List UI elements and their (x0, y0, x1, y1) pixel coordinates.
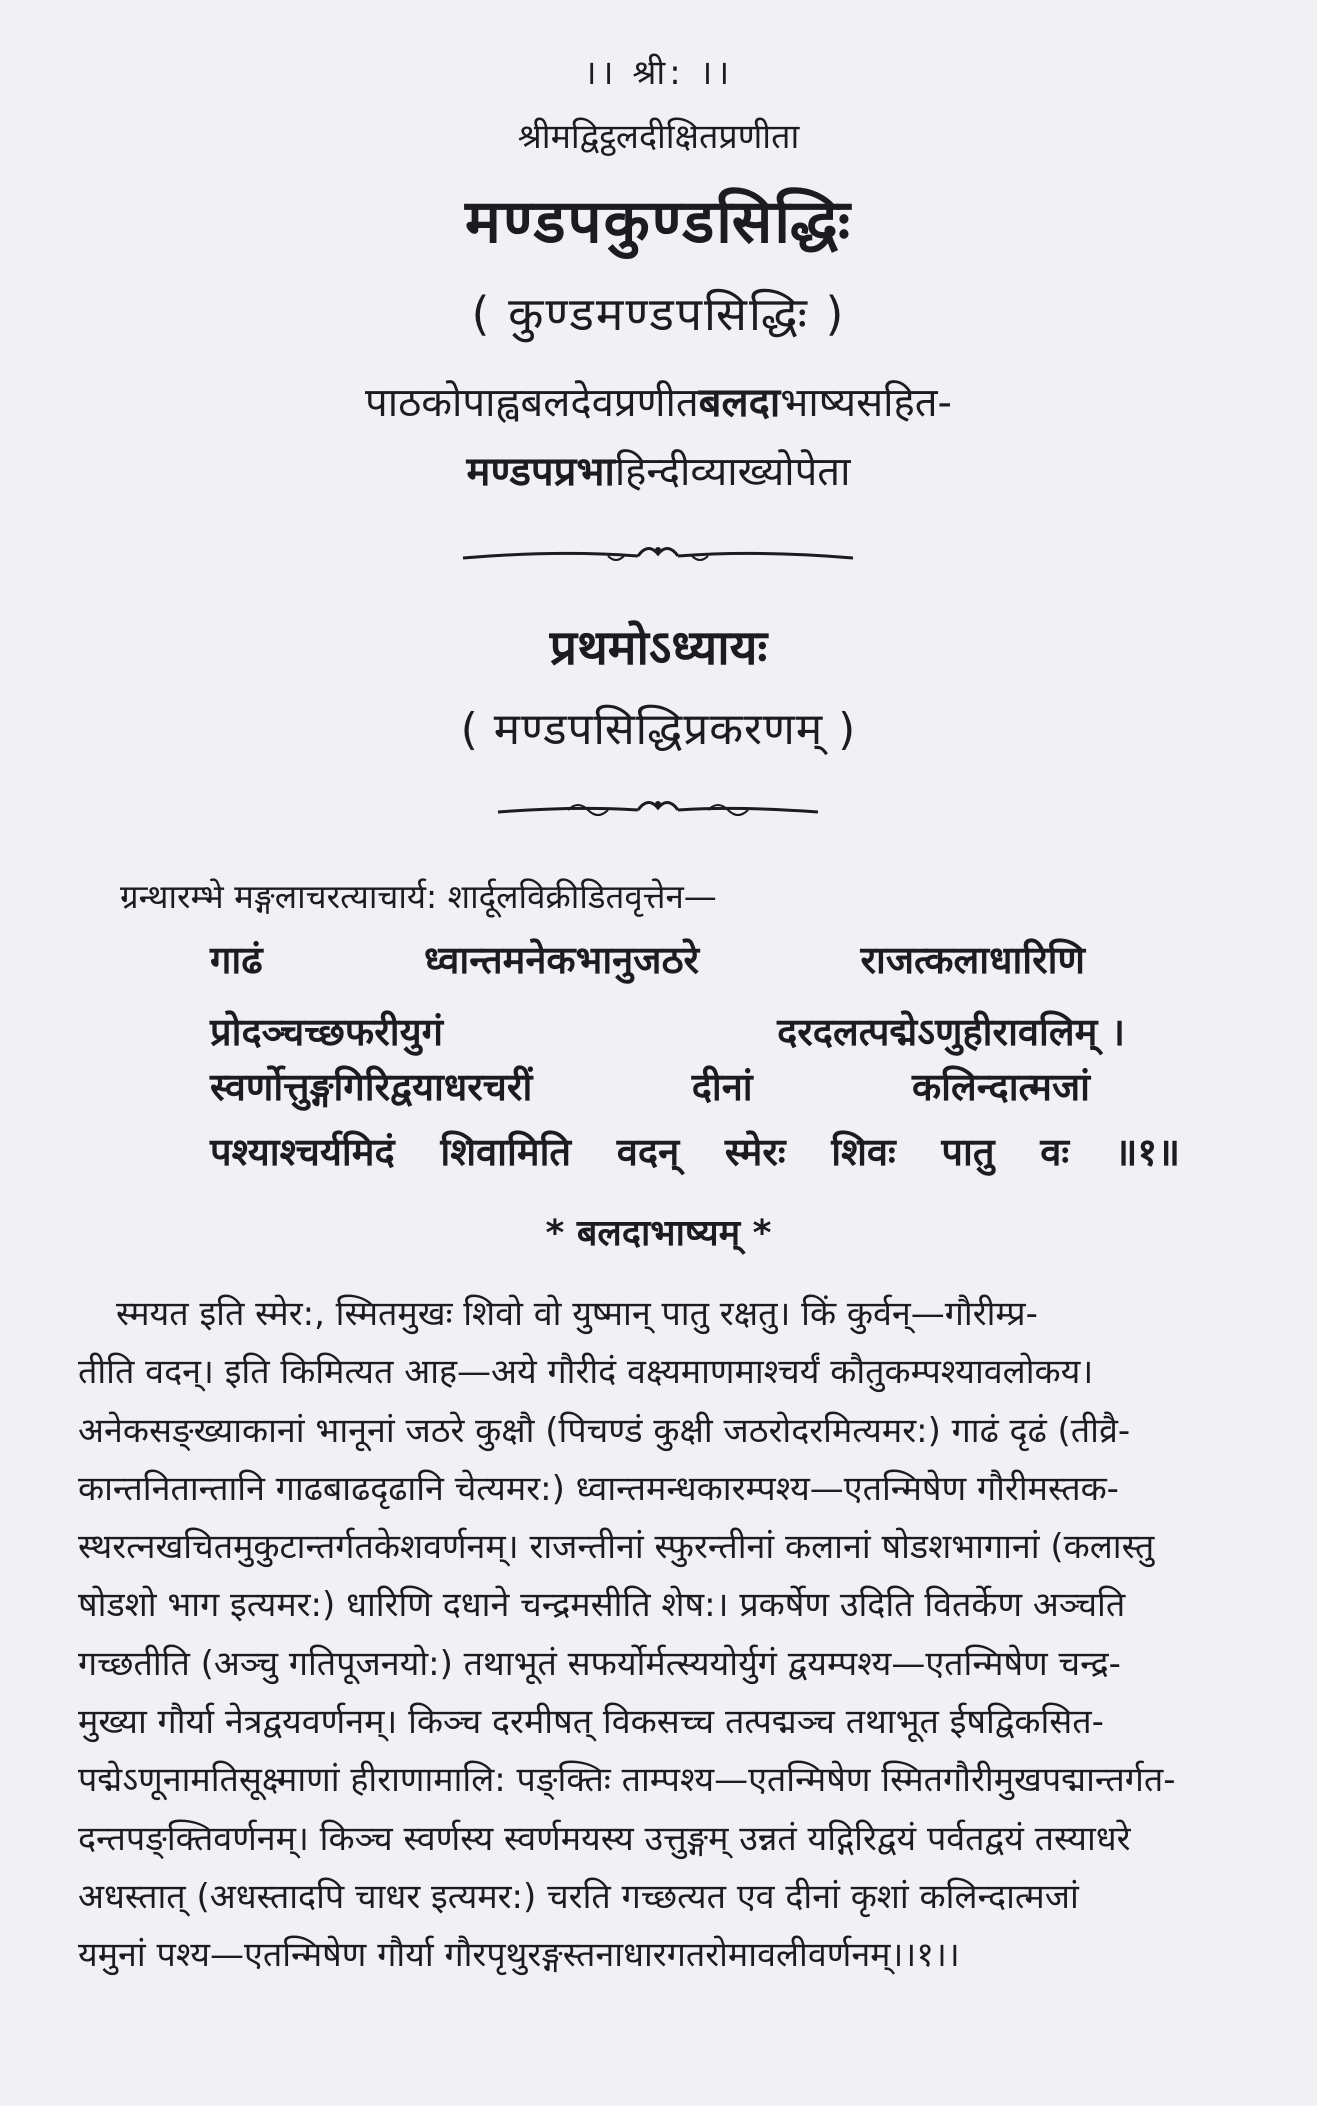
verse-word: राजत्कलाधारिणि (860, 938, 1085, 982)
ornament-divider-icon (458, 538, 858, 568)
verse-word: प्रोदञ्चच्छफरीयुगं (210, 1010, 444, 1054)
verse-word: वदन् (616, 1130, 680, 1174)
main-title: मण्डपकुण्डसिद्धिः (465, 187, 852, 257)
commentary-line: मुख्या गौर्या नेत्रद्वयवर्णनम्। किञ्च दरमीषत् विकसच्च तत्पद्मञ्च तथाभूत ईषद्विकसित- (78, 1702, 1104, 1743)
commentary-text: हिन्दीव्याख्योपेता (614, 449, 851, 495)
commentary-body (78, 1285, 1278, 1985)
verse-word: दीनां (691, 1065, 753, 1109)
ornament-divider-icon (458, 792, 858, 822)
commentary-name-balada: बलदा (698, 380, 781, 426)
commentary-line: स्मयत इति स्मेर:, स्मितमुखः शिवो वो युष्मान् पातु रक्षतु। किं कुर्वन्—गौरीम्प्र- (116, 1294, 1038, 1334)
commentary-line: अधस्तात् (अधस्तादपि चाधर इत्यमर:) चरति गच्छत्यत एव दीनां कृशां कलिन्दात्मजां (78, 1876, 1079, 1917)
verse-word: गाढं (210, 938, 263, 982)
verse-word: शिवामिति (440, 1130, 572, 1174)
verse-line-2 (210, 1005, 1125, 1057)
commentary-line: पद्मेऽणूनामतिसूक्ष्माणां हीराणामालि: पङ्क्तिः ताम्पश्य—एतन्मिषेण स्मितगौरीमुखपद्मान्तर्गत- (78, 1760, 1176, 1801)
commentary-line: अनेकसङ्ख्याकानां भानूनां जठरे कुक्षौ (पिचण्डं कुक्षी जठरोदरमित्यमर:) गाढं दृढं (तीव्रै- (78, 1410, 1131, 1451)
commentary-description-line1 (0, 373, 1317, 428)
commentary-heading: * बलदाभाष्यम् * (545, 1213, 772, 1254)
verse-word: स्वर्णोत्तुङ्गगिरिद्वयाधरचरीं (210, 1065, 533, 1109)
commentary-name-mandapaprabha: मण्डपप्रभा (466, 449, 615, 495)
verse-word: कलिन्दात्मजां (912, 1065, 1090, 1109)
author-line: श्रीमद्विट्ठलदीक्षितप्रणीता (517, 117, 800, 157)
invocation: ।। श्री: ।। (583, 53, 734, 93)
verse-number: ॥१॥ (1114, 1130, 1180, 1174)
commentary-text: पाठकोपाह्वबलदेवप्रणीत (364, 380, 699, 426)
commentary-line: तीति वदन्। इति किमित्यत आह—अये गौरीदं वक्ष्यमाणमाश्चर्यं कौतुकम्पश्यावलोकय। (78, 1352, 1094, 1393)
commentary-line: स्थरत्नखचितमुकुटान्तर्गतकेशवर्णनम्। राजन्तीनां स्फुरन्तीनां कलानां षोडशभागानां (कलास्तु (78, 1527, 1155, 1568)
commentary-line: यमुनां पश्य—एतन्मिषेण गौर्या गौरपृथुरङ्गस्तनाधारगतरोमावलीवर्णनम्।।१।। (78, 1935, 960, 1976)
verse-word: पातु (941, 1130, 995, 1174)
verse-word: दरदलत्पद्मेऽणुहीरावलिम् । (777, 1010, 1125, 1054)
verse-word: शिवः (831, 1130, 896, 1174)
verse-word: ध्वान्तमनेकभानुजठरे (424, 938, 700, 982)
commentary-line: कान्तनितान्तानि गाढबाढदृढानि चेत्यमर:) ध्वान्तमन्धकारम्पश्य—एतन्मिषेण गौरीमस्तक- (78, 1468, 1119, 1509)
commentary-text: भाष्यसहित- (780, 380, 952, 426)
commentary-line: गच्छतीति (अञ्चु गतिपूजनयो:) तथाभूतं सफर्योर्मत्स्ययोर्युगं द्वयम्पश्य—एतन्मिषेण चन्द्र- (78, 1643, 1121, 1684)
alternate-title: ( कुण्डमण्डपसिद्धिः ) (471, 287, 846, 341)
commentary-description-line2 (0, 442, 1317, 497)
verse-word: वः (1040, 1130, 1069, 1174)
verse-line-1 (210, 933, 1085, 985)
verse-word: स्मेरः (724, 1130, 786, 1174)
verse-line-4 (210, 1125, 1180, 1177)
commentary-line: दन्तपङ्क्तिवर्णनम्। किञ्च स्वर्णस्य स्वर्णमयस्य उत्तुङ्गम् उन्नतं यद्गिरिद्वयं पर्वतद्वयं तस्याधरे (78, 1818, 1131, 1859)
verse-word: पश्याश्चर्यमिदं (210, 1130, 395, 1174)
commentary-line: षोडशो भाग इत्यमर:) धारिणि दधाने चन्द्रमसीति शेष:। प्रकर्षेण उदिति वितर्केण अञ्चति (78, 1585, 1126, 1626)
verse-line-3 (210, 1060, 1090, 1112)
chapter-title: प्रथमोऽध्यायः (549, 620, 768, 676)
verse-introduction: ग्रन्थारम्भे मङ्गलाचरत्याचार्य: शार्दूलविक्रीडितवृत्तेन— (120, 877, 717, 916)
chapter-subtitle: ( मण्डपसिद्धिप्रकरणम् ) (460, 704, 857, 755)
